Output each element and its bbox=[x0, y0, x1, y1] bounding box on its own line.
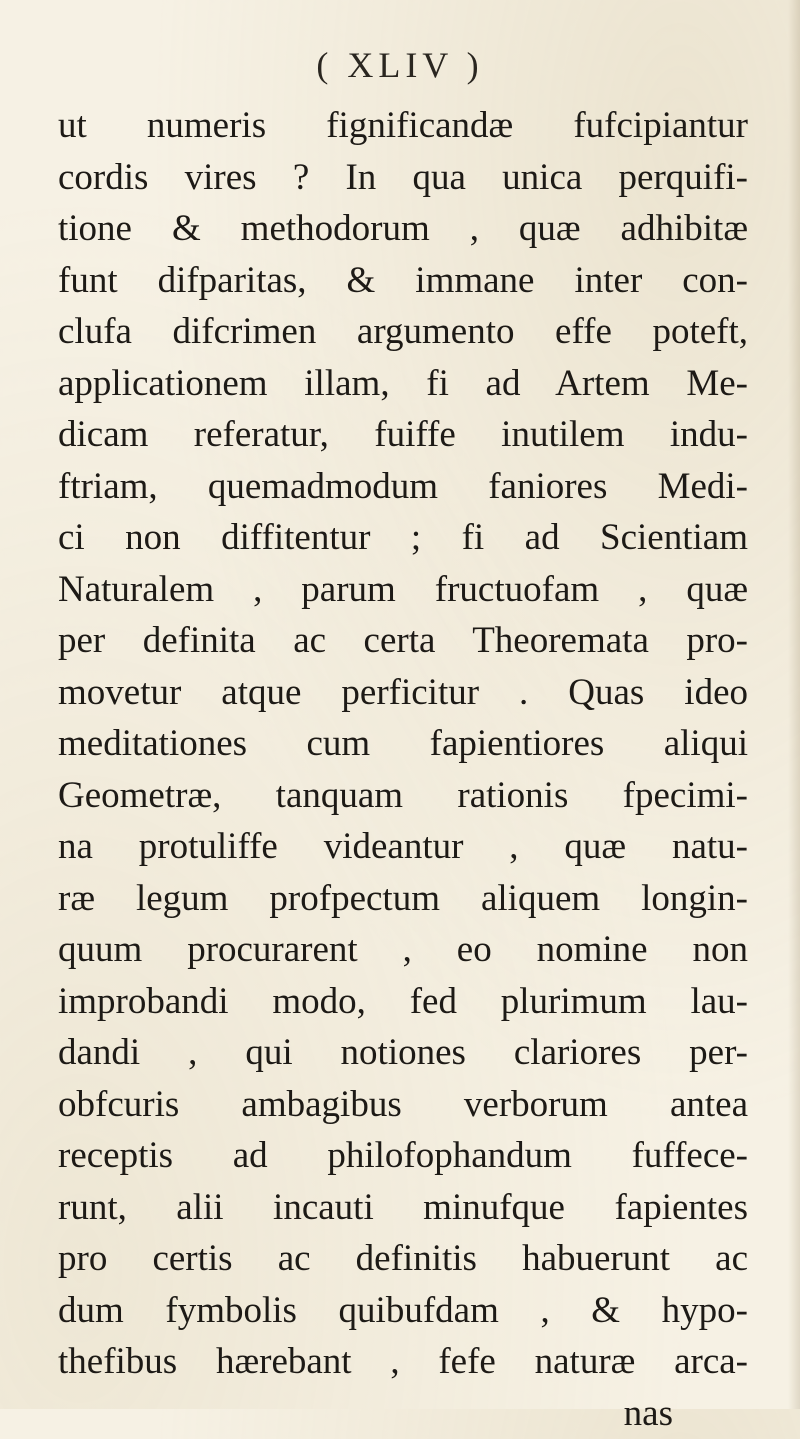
text-line: obfcuris ambagibus verborum antea bbox=[58, 1079, 748, 1131]
text-line: per definita ac certa Theoremata pro- bbox=[58, 615, 748, 667]
text-line: dandi , qui notiones clariores per- bbox=[58, 1027, 748, 1079]
text-line: ftriam, quemadmodum faniores Medi- bbox=[58, 461, 748, 513]
text-line: ci non diffitentur ; fi ad Scientiam bbox=[58, 512, 748, 564]
text-line: applicationem illam, fi ad Artem Me- bbox=[58, 358, 748, 410]
text-line: Naturalem , parum fructuofam , quæ bbox=[58, 564, 748, 616]
text-line: clufa difcrimen argumento effe poteft, bbox=[58, 306, 748, 358]
body-text bbox=[58, 100, 748, 1439]
text-line: Geometræ, tanquam rationis fpecimi- bbox=[58, 770, 748, 822]
text-line: ræ legum profpectum aliquem longin- bbox=[58, 873, 748, 925]
catchword: nas bbox=[58, 1388, 748, 1439]
text-line: funt difparitas, & immane inter con- bbox=[58, 255, 748, 307]
text-line: improbandi modo, fed plurimum lau- bbox=[58, 976, 748, 1028]
text-line: pro certis ac definitis habuerunt ac bbox=[58, 1233, 748, 1285]
text-line: thefibus hærebant , fefe naturæ arca- bbox=[58, 1336, 748, 1388]
text-line: dum fymbolis quibufdam , & hypo- bbox=[58, 1285, 748, 1337]
text-line: meditationes cum fapientiores aliqui bbox=[58, 718, 748, 770]
page-edge-shadow bbox=[788, 0, 800, 1409]
text-line: cordis vires ? In qua unica perquifi- bbox=[58, 152, 748, 204]
text-line: tione & methodorum , quæ adhibitæ bbox=[58, 203, 748, 255]
text-line: dicam referatur, fuiffe inutilem indu- bbox=[58, 409, 748, 461]
text-line: ut numeris fignificandæ fufcipiantur bbox=[58, 100, 748, 152]
text-line: movetur atque perficitur . Quas ideo bbox=[58, 667, 748, 719]
running-head: ( XLIV ) bbox=[0, 44, 800, 86]
text-line: quum procurarent , eo nomine non bbox=[58, 924, 748, 976]
text-line: na protuliffe videantur , quæ natu- bbox=[58, 821, 748, 873]
text-line: receptis ad philofophandum fuffece- bbox=[58, 1130, 748, 1182]
text-line: runt, alii incauti minufque fapientes bbox=[58, 1182, 748, 1234]
